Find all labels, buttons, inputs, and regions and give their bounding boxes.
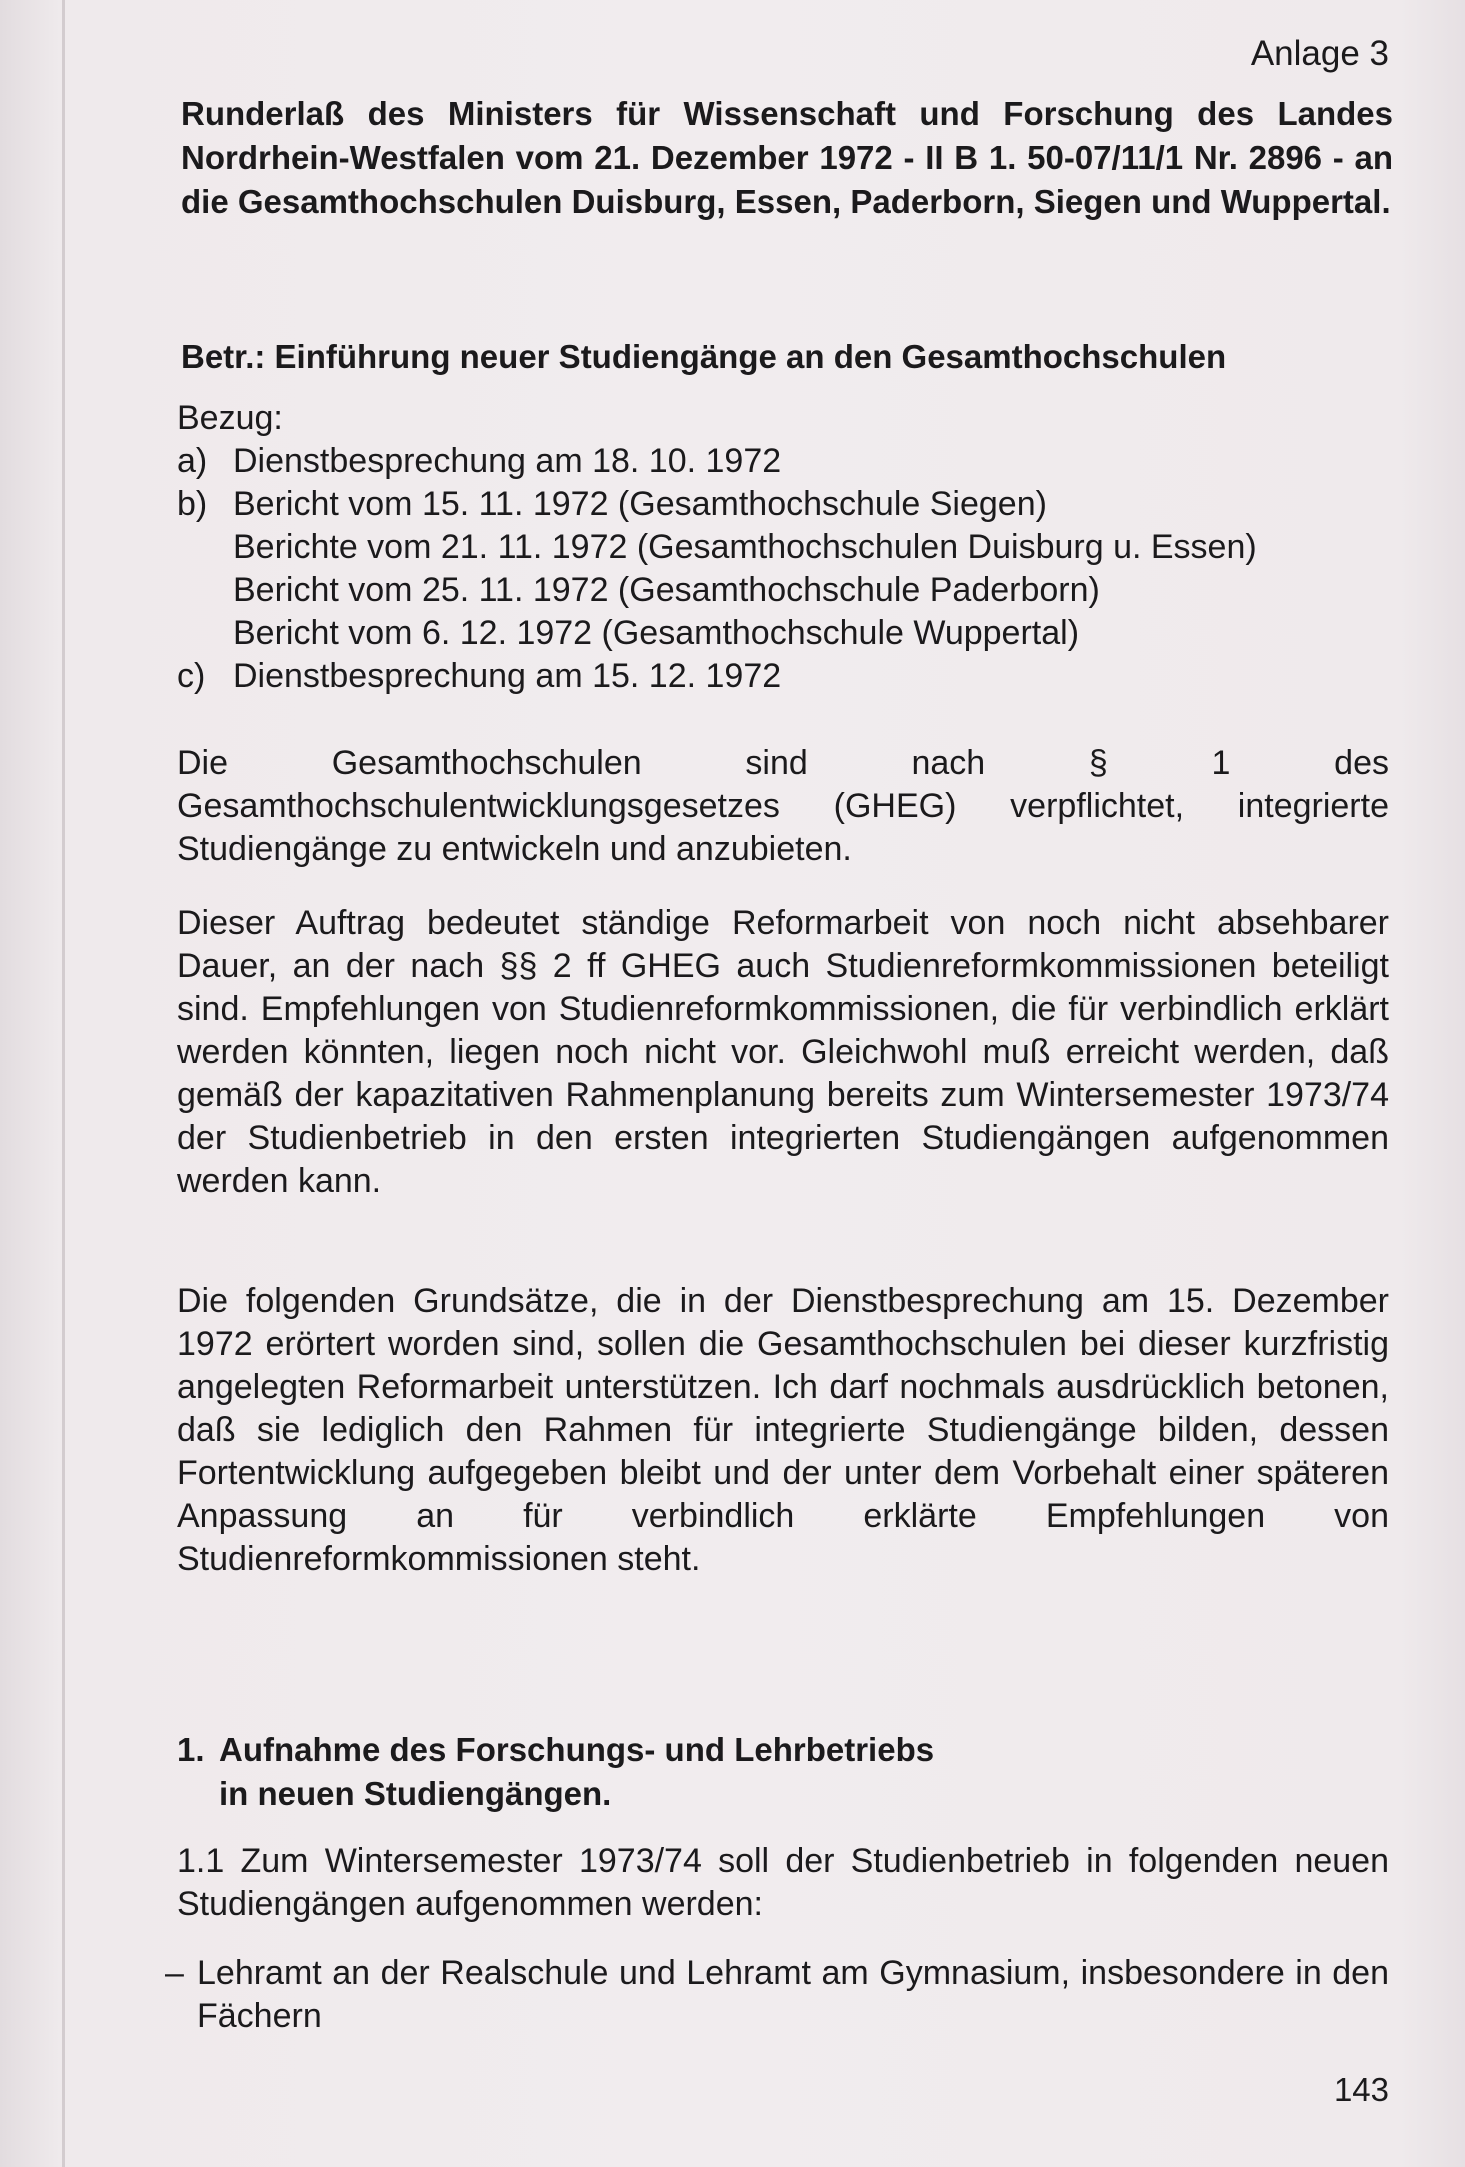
decree-title: Runderlaß des Ministers für Wissenschaft und Forschung des Landes Nordrhein-Westfalen vom 21. Dezember 1972 - II B 1. 50-07/11/1 Nr. 2896 - an die Gesamthochschulen Duisburg, Essen, Paderborn, Siegen und Wuppertal.	[181, 95, 1393, 220]
reference-item-b-line: Bericht vom 6. 12. 1972 (Gesamthochschule Wuppertal)	[233, 614, 1080, 652]
reference-item-label: b)	[177, 485, 208, 523]
reference-item-label: c)	[177, 657, 206, 695]
dash-bullet: –	[165, 1954, 184, 1992]
section-title-line1: Aufnahme des Forschungs- und Lehrbetriebs	[219, 1731, 935, 1768]
list-item	[165, 1952, 1389, 2038]
reference-item-c	[177, 655, 1389, 698]
paragraph-mandate: Dieser Auftrag bedeutet ständige Reformarbeit von noch nicht absehbarer Dauer, an der nach §§ 2 ff GHEG auch Studienreformkommissionen beteiligt sind. Empfehlungen von Studienreformkommissionen, die für verbindlich erklärt werden könnten, liegen noch nicht vor. Gleichwohl muß erreicht werden, daß gemäß der kapazitativen Rahmenplanung bereits zum Wintersemester 1973/74 der Studienbetrieb in den ersten integrierten Studiengängen aufgenommen werden kann.	[177, 904, 1389, 1200]
page-number: 143	[1333, 2071, 1389, 2108]
section-number: 1.	[177, 1731, 205, 1768]
reference-item-text: Bericht vom 15. 11. 1972 (Gesamthochschule Siegen)	[233, 485, 1047, 523]
reference-item-b	[177, 483, 1389, 526]
reference-label: Bezug:	[177, 399, 283, 437]
reference-item-a	[177, 440, 1389, 483]
reference-item-b-line: Bericht vom 25. 11. 1972 (Gesamthochschule Paderborn)	[233, 571, 1100, 609]
section-heading	[177, 1728, 934, 1816]
paragraph-principles: Die folgenden Grundsätze, die in der Dienstbesprechung am 15. Dezember 1972 erörtert worden sind, sollen die Gesamthochschulen bei dieser kurzfristig angelegten Reformarbeit unterstützen. Ich darf nochmals ausdrücklich betonen, daß sie lediglich den Rahmen für integrierte Studiengänge bilden, dessen Fortentwicklung aufgegeben bleibt und der unter dem Vorbehalt einer späteren Anpassung an für verbindlich erklärte Empfehlungen von Studienreformkommissionen steht.	[177, 1282, 1389, 1578]
reference-item-text: Dienstbesprechung am 18. 10. 1972	[233, 442, 782, 480]
annex-label: Anlage 3	[1250, 34, 1389, 73]
page-fold	[62, 0, 65, 2167]
subject-line: Betr.: Einführung neuer Studiengänge an den Gesamthochschulen	[181, 338, 1227, 375]
paragraph-intro: Die Gesamthochschulen sind nach § 1 des Gesamthochschulentwicklungsgesetzes (GHEG) verpflichtet, integrierte Studiengänge zu entwickeln und anzubieten.	[177, 744, 1389, 868]
reference-item-b-line: Berichte vom 21. 11. 1972 (Gesamthochschulen Duisburg u. Essen)	[233, 528, 1257, 566]
reference-item-label: a)	[177, 442, 208, 480]
paragraph-1-1: 1.1 Zum Wintersemester 1973/74 soll der Studienbetrieb in folgenden neuen Studiengängen aufgenommen werden:	[177, 1842, 1389, 1923]
reference-block	[177, 397, 1389, 698]
list-item-text: Lehramt an der Realschule und Lehramt am Gymnasium, insbesondere in den Fächern	[197, 1954, 1389, 2035]
reference-item-text: Dienstbesprechung am 15. 12. 1972	[233, 657, 782, 695]
section-title-line2: in neuen Studiengängen.	[219, 1775, 612, 1812]
